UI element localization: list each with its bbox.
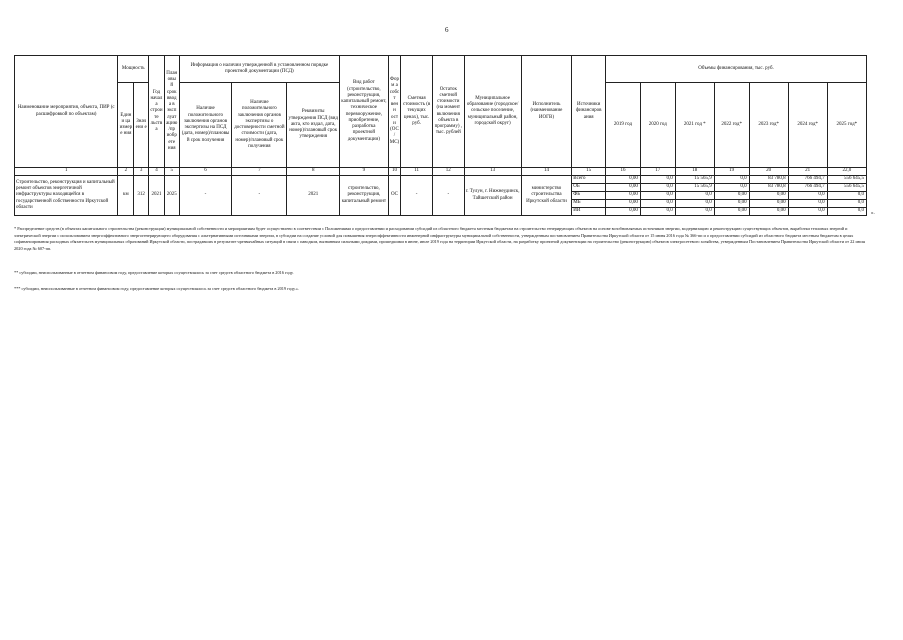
object-start-year: 2021 (149, 176, 165, 216)
funding-value: 556 645,5 (827, 176, 866, 184)
object-estimate-cost: - (401, 176, 433, 216)
column-number: 1 (15, 168, 118, 176)
funding-value: 556 645,5 (827, 184, 866, 192)
column-number: 12 (432, 168, 464, 176)
funding-source: ОБ (572, 184, 606, 192)
header-year: 2021 год * (675, 83, 714, 168)
funding-value: 0,0 (827, 208, 866, 216)
funding-value: 0,00 (606, 208, 641, 216)
footnote-2: ** субсидии, неиспользованные в отчетном финансовом году, предоставление которых осуществлялось за счет средств областного бюджета в 2016 году. (14, 270, 294, 275)
funding-value: 0,00 (714, 200, 749, 208)
column-number: 2 (118, 168, 134, 176)
header-planned-commission: Плановы й срок ввода в эксплуат ацию/пр иобрете ния (164, 56, 179, 168)
column-number: 22,0 (827, 168, 866, 176)
column-number: 3 (134, 168, 149, 176)
header-work-type: Вид работ (строительство, реконструкция, капитальный ремонт, техническое перевооружение, приобретение, разработка проектной документации) (340, 56, 389, 168)
header-value: Значени е (134, 83, 149, 168)
funding-value: 766 494,7 (788, 176, 827, 184)
page-number: 6 (445, 26, 449, 34)
funding-value: 15 565,9 (675, 184, 714, 192)
funding-source: Всего (572, 176, 606, 184)
header-executor: Исполнитель (наименование ИОГВ) (521, 56, 572, 168)
object-ownership: ОС (388, 176, 401, 216)
column-number: 14 (521, 168, 572, 176)
header-sources: Источники финансиров ания (572, 56, 606, 168)
table-row (15, 176, 867, 184)
funding-value: 0,00 (606, 192, 641, 200)
column-number: 9 (340, 168, 389, 176)
object-unit: км (118, 176, 134, 216)
funding-source: ИИ (572, 208, 606, 216)
column-number: 10 (388, 168, 401, 176)
funding-value: 0,00 (714, 208, 749, 216)
funding-value: 0,0 (788, 192, 827, 200)
closing-mark: ». (871, 211, 875, 216)
funding-value: 0,0 (827, 192, 866, 200)
column-number: 8 (287, 168, 340, 176)
funding-value: 0,00 (714, 192, 749, 200)
header-unit: Едини ца измере ния (118, 83, 134, 168)
funding-source: МБ (572, 200, 606, 208)
funding-source: ФБ (572, 192, 606, 200)
funding-value: 83 780,8 (749, 176, 788, 184)
funding-value: 0,0 (827, 200, 866, 208)
footnotes (14, 226, 874, 253)
funding-value: 0,0 (675, 200, 714, 208)
funding-value: 0,00 (606, 184, 641, 192)
header-psd-positive: Наличие положительного заключения органов экспертизы на ПСД (дата, номер)/плановы й срок получения (179, 83, 232, 168)
header-year: 2024 год* (788, 83, 827, 168)
funding-value: 0,0 (714, 184, 749, 192)
header-psd-group: Информация о наличии утвержденной в установленном порядке проектной документации (ПСД) (179, 56, 339, 83)
funding-value: 15 565,9 (675, 176, 714, 184)
funding-value: 0,00 (606, 200, 641, 208)
header-name: Наименование мероприятия, объекта, ПИР (с расшифровкой по объектам) (15, 56, 118, 168)
header-ownership: Форм а собст венн ости (ОС/ МС) (388, 56, 401, 168)
header-estimate-cost: Сметная стоимость (в текущих ценах), тыс. руб. (401, 56, 433, 168)
funding-value: 0,00 (749, 200, 788, 208)
header-start-year: Год начала строите льства (149, 56, 165, 168)
column-number: 5 (164, 168, 179, 176)
object-work-type: строительство, реконструкция, капитальный ремонт (340, 176, 389, 216)
column-number: 7 (232, 168, 287, 176)
funding-table (14, 55, 867, 216)
funding-value: 0,00 (749, 192, 788, 200)
header-year: 2023 год* (749, 83, 788, 168)
object-planned-year: 2025 (164, 176, 179, 216)
column-number: 19 (714, 168, 749, 176)
object-municipality: г. Тулун, г. Нижнеудинск, Тайшетский район (464, 176, 521, 216)
footnote-3: *** субсидии, неиспользованные в отчетном финансовом году, предоставление которых осуществлялось за счет средств областного бюджета в 2019 году.». (14, 286, 299, 291)
header-psd-requisites: Реквизиты утверждения ПСД (вид акта, кто издал, дата, номер)/плановый срок утверждения (287, 83, 340, 168)
object-value: 312 (134, 176, 149, 216)
funding-value: 0,0 (640, 208, 675, 216)
object-psd-positive: - (179, 176, 232, 216)
header-year: 2019 год (606, 83, 641, 168)
header-year: 2025 год* (827, 83, 866, 168)
column-number-row (15, 168, 867, 176)
header-year: 2020 год (640, 83, 675, 168)
footnote-1: * Распределение средств (в объектах капитального строительства (реконструкции) муниципальной собственности и мероприятиям будет осуществлено в соответствии с Положениями о предоставлении и расходовании субсидий из областного бюджета местным бюджетам на строительство генерирующих объектов на основе возобновляемых источников энергии, модернизацию и реконструкцию существующих объектов, выработки тепловых энергий и электрической энергии с использованием энергоэффективного энергогенерирующего оборудования с альтернативными источниками энергии, в субсидии на создание условий для повышения энергоэффективности инженерной инфраструктуры муниципальной собственности, утвержденным постановлением Правительства Иркутской области от 15 июня 2016 года № 366-пп и о предоставлении субсидий из областного бюджета местным бюджетам в целях софинансирования расходных обязательств муниципальных образований Иркутской области, пострадавших в результате чрезвычайных ситуаций в связи с паводком, вызванным сильными дождями, прошедшими в июне, июле 2019 года на территории Иркутской области, на разработку проектной документации на строительство (реконструкцию) объектов электросетевого хозяйства, утвержденным Постановлением Правительства Иркутской области от 22 июля 2020 года № 607-пп. (14, 226, 866, 251)
header-year: 2022 год* (714, 83, 749, 168)
object-psd-requisites: 2021 (287, 176, 340, 216)
funding-value: 766 494,7 (788, 184, 827, 192)
funding-value: 0,0 (675, 208, 714, 216)
funding-value: 0,0 (640, 192, 675, 200)
column-number: 20 (749, 168, 788, 176)
object-psd-estimate: - (232, 176, 287, 216)
funding-value: 0,00 (749, 208, 788, 216)
funding-value: 0,0 (788, 200, 827, 208)
column-number: 21 (788, 168, 827, 176)
funding-value: 0,0 (714, 176, 749, 184)
header-municipality: Муниципальное образование (городское/сельское поселение, муниципальный район, городской округ) (464, 56, 521, 168)
object-remaining-cost: - (432, 176, 464, 216)
column-number: 6 (179, 168, 232, 176)
column-number: 16 (606, 168, 641, 176)
column-number: 18 (675, 168, 714, 176)
header-psd-estimate: Наличие положительного заключения органов экспертизы о достоверности сметной стоимости (дата, номер)/плановый срок получения (232, 83, 287, 168)
header-capacity: Мощность (118, 56, 149, 83)
funding-value: 83 780,8 (749, 184, 788, 192)
funding-value: 0,0 (640, 184, 675, 192)
object-name: Строительство, реконструкция и капитальный ремонт объектов энергетичной инфраструктуры находящейся в государственной собственности Иркутской области (15, 176, 118, 216)
funding-value: 0,00 (606, 176, 641, 184)
funding-value: 0,0 (640, 176, 675, 184)
column-number: 11 (401, 168, 433, 176)
object-executor: министерство строительства Иркутской области (521, 176, 572, 216)
header-remaining-cost: Остаток сметной стоимости (на момент включения объекта в программу) , тыс. рублей (432, 56, 464, 168)
funding-value: 0,0 (640, 200, 675, 208)
funding-value: 0,0 (675, 192, 714, 200)
column-number: 13 (464, 168, 521, 176)
column-number: 4 (149, 168, 165, 176)
column-number: 15 (572, 168, 606, 176)
header-funding-group: Объемы финансирования, тыс. руб. (606, 56, 867, 83)
column-number: 17 (640, 168, 675, 176)
funding-value: 0,0 (788, 208, 827, 216)
